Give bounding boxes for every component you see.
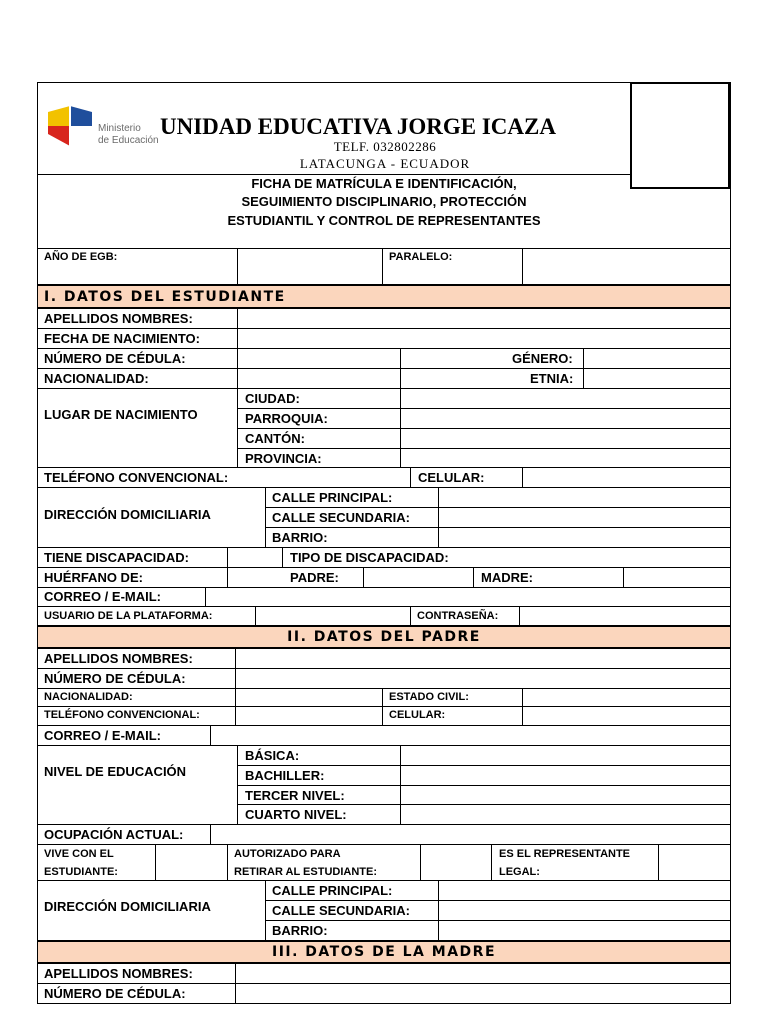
- paralelo-label: PARALELO:: [389, 251, 453, 263]
- student-usuario-label: USUARIO DE LA PLATAFORMA:: [44, 610, 213, 622]
- father-bachiller-label: BACHILLER:: [245, 768, 325, 783]
- mother-apellidos-field[interactable]: [236, 964, 730, 983]
- student-celular-field[interactable]: [523, 468, 730, 487]
- student-section-title: I. DATOS DEL ESTUDIANTE: [44, 289, 286, 305]
- student-fecha-field[interactable]: [238, 329, 730, 348]
- student-genero-label: GÉNERO:: [512, 351, 573, 366]
- student-barrio-field[interactable]: [439, 528, 730, 547]
- father-estado-civil-label: ESTADO CIVIL:: [389, 691, 469, 703]
- father-calle-secundaria-field[interactable]: [439, 901, 730, 920]
- father-vive-label-2: ESTUDIANTE:: [44, 866, 118, 878]
- student-calle-secundaria-field[interactable]: [439, 508, 730, 527]
- student-nacionalidad-label: NACIONALIDAD:: [44, 371, 149, 386]
- father-apellidos-label: APELLIDOS NOMBRES:: [44, 651, 193, 666]
- mother-cedula-label: NÚMERO DE CÉDULA:: [44, 986, 186, 1001]
- student-celular-label: CELULAR:: [418, 470, 485, 485]
- father-ocupacion-label: OCUPACIÓN ACTUAL:: [44, 827, 184, 842]
- school-phone: TELF. 032802286: [333, 139, 437, 154]
- student-ciudad-label: CIUDAD:: [245, 391, 300, 406]
- father-nacionalidad-label: NACIONALIDAD:: [44, 691, 133, 703]
- father-representante-label-2: LEGAL:: [499, 866, 540, 878]
- student-correo-field[interactable]: [206, 588, 730, 606]
- student-genero-field[interactable]: [584, 349, 730, 368]
- father-apellidos-field[interactable]: [236, 649, 730, 668]
- student-huerfano-label: HUÉRFANO DE:: [44, 570, 143, 585]
- student-discapacidad-label: TIENE DISCAPACIDAD:: [44, 550, 189, 565]
- logo-text-2: de Educación: [98, 135, 159, 146]
- father-bachiller-field[interactable]: [401, 766, 730, 785]
- father-autorizado-label-1: AUTORIZADO PARA: [234, 848, 341, 860]
- father-section-title: II. DATOS DEL PADRE: [287, 629, 481, 645]
- student-etnia-label: ETNIA:: [530, 371, 574, 386]
- student-telefono-label: TELÉFONO CONVENCIONAL:: [44, 470, 229, 485]
- father-barrio-field[interactable]: [439, 921, 730, 940]
- school-city: LATACUNGA - ECUADOR: [299, 156, 471, 171]
- mother-apellidos-label: APELLIDOS NOMBRES:: [44, 966, 193, 981]
- student-lugar-label: LUGAR DE NACIMIENTO: [44, 407, 198, 422]
- student-contrasena-label: CONTRASEÑA:: [417, 610, 499, 622]
- student-canton-field[interactable]: [401, 429, 730, 448]
- father-calle-principal-label: CALLE PRINCIPAL:: [272, 883, 393, 898]
- student-contrasena-field[interactable]: [520, 607, 730, 626]
- student-calle-secundaria-label: CALLE SECUNDARIA:: [272, 510, 410, 525]
- form-title-3: ESTUDIANTIL Y CONTROL DE REPRESENTANTES: [227, 213, 541, 228]
- father-cedula-label: NÚMERO DE CÉDULA:: [44, 671, 186, 686]
- student-provincia-field[interactable]: [401, 449, 730, 467]
- student-calle-principal-label: CALLE PRINCIPAL:: [272, 490, 393, 505]
- ministerio-logo-icon: [46, 104, 94, 148]
- father-calle-principal-field[interactable]: [439, 881, 730, 900]
- student-apellidos-field[interactable]: [238, 309, 730, 328]
- student-fecha-label: FECHA DE NACIMIENTO:: [44, 331, 200, 346]
- photo-box[interactable]: [630, 82, 730, 189]
- mother-section-title: III. DATOS DE LA MADRE: [271, 944, 497, 960]
- student-direccion-label: DIRECCIÓN DOMICILIARIA: [44, 507, 211, 522]
- father-telefono-field[interactable]: [236, 707, 382, 725]
- student-apellidos-label: APELLIDOS NOMBRES:: [44, 311, 193, 326]
- father-autorizado-field[interactable]: [421, 845, 491, 880]
- student-canton-label: CANTÓN:: [245, 431, 305, 446]
- father-cuarto-field[interactable]: [401, 805, 730, 824]
- father-tercer-label: TERCER NIVEL:: [245, 788, 345, 803]
- student-etnia-field[interactable]: [584, 369, 730, 388]
- student-telefono-field[interactable]: [238, 468, 410, 487]
- student-madre-label: MADRE:: [481, 570, 533, 585]
- father-calle-secundaria-label: CALLE SECUNDARIA:: [272, 903, 410, 918]
- student-usuario-field[interactable]: [256, 607, 410, 626]
- father-telefono-label: TELÉFONO CONVENCIONAL:: [44, 709, 200, 721]
- student-cedula-field[interactable]: [238, 349, 400, 368]
- father-celular-field[interactable]: [523, 707, 730, 725]
- father-nacionalidad-field[interactable]: [236, 689, 382, 706]
- form-title-1: FICHA DE MATRÍCULA E IDENTIFICACIÓN,: [251, 176, 517, 191]
- father-ocupacion-field[interactable]: [211, 825, 730, 844]
- student-parroquia-label: PARROQUIA:: [245, 411, 328, 426]
- father-celular-label: CELULAR:: [389, 709, 446, 721]
- father-autorizado-label-2: RETIRAR AL ESTUDIANTE:: [234, 866, 377, 878]
- mother-cedula-field[interactable]: [236, 984, 730, 1003]
- student-discapacidad-field[interactable]: [228, 548, 282, 567]
- father-vive-label-1: VIVE CON EL: [44, 848, 114, 860]
- father-nivel-label: NIVEL DE EDUCACIÓN: [44, 764, 187, 779]
- form-title-2: SEGUIMIENTO DISCIPLINARIO, PROTECCIÓN: [241, 194, 527, 209]
- student-correo-label: CORREO / E-MAIL:: [44, 589, 161, 604]
- father-barrio-label: BARRIO:: [272, 923, 328, 938]
- student-padre-label: PADRE:: [290, 570, 339, 585]
- father-cuarto-label: CUARTO NIVEL:: [245, 807, 347, 822]
- student-calle-principal-field[interactable]: [439, 488, 730, 507]
- father-direccion-label: DIRECCIÓN DOMICILIARIA: [44, 899, 211, 914]
- father-estado-civil-field[interactable]: [523, 689, 730, 706]
- ministerio-logo: [46, 104, 158, 152]
- logo-text-1: Ministerio: [98, 123, 141, 134]
- student-parroquia-field[interactable]: [401, 409, 730, 428]
- father-correo-label: CORREO / E-MAIL:: [44, 728, 161, 743]
- father-vive-field[interactable]: [156, 845, 227, 880]
- father-representante-field[interactable]: [659, 845, 730, 880]
- father-tercer-field[interactable]: [401, 786, 730, 804]
- anio-egb-label: AÑO DE EGB:: [44, 251, 118, 263]
- student-cedula-label: NÚMERO DE CÉDULA:: [44, 351, 186, 366]
- school-name: UNIDAD EDUCATIVA JORGE ICAZA: [160, 114, 556, 139]
- student-provincia-label: PROVINCIA:: [245, 451, 322, 466]
- grade-row: [37, 248, 731, 285]
- student-tipo-discapacidad-label: TIPO DE DISCAPACIDAD:: [290, 550, 449, 565]
- father-representante-label-1: ES EL REPRESENTANTE: [499, 848, 631, 860]
- student-nacionalidad-field[interactable]: [238, 369, 400, 388]
- father-basica-label: BÁSICA:: [245, 748, 300, 763]
- student-barrio-label: BARRIO:: [272, 530, 328, 545]
- student-ciudad-field[interactable]: [401, 389, 730, 408]
- header-divider: [37, 174, 631, 175]
- father-cedula-field[interactable]: [236, 669, 730, 688]
- father-basica-field[interactable]: [401, 746, 730, 765]
- father-correo-field[interactable]: [211, 726, 730, 745]
